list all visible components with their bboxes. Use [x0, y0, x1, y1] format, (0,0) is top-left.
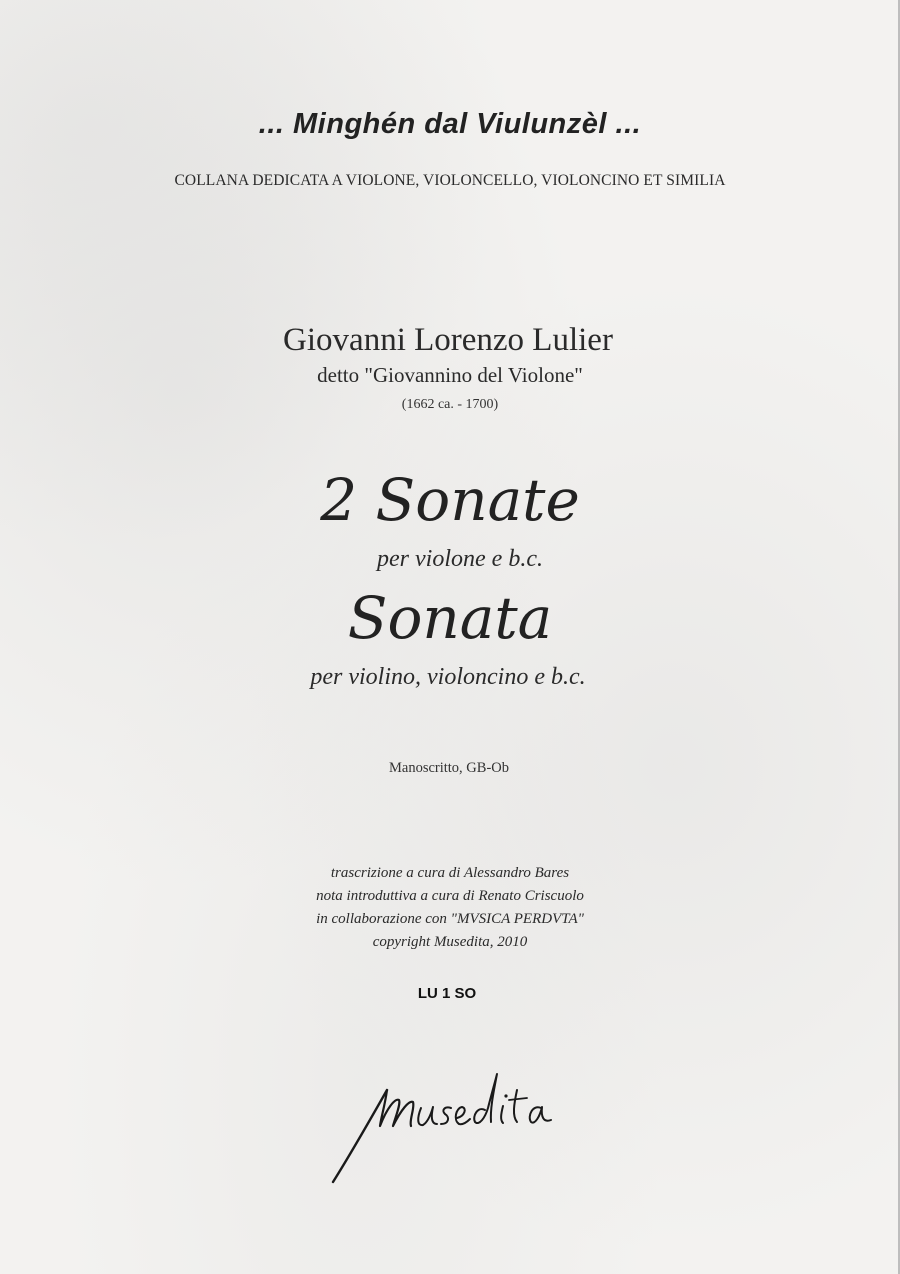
credits-block — [0, 862, 900, 954]
work-title-1: 2 Sonate — [320, 466, 580, 534]
work-title-2: Sonata — [347, 584, 553, 652]
credit-line: nota introduttiva a cura di Renato Criscuolo — [316, 888, 584, 904]
series-title: ... Minghén dal Viulunzèl ... — [258, 108, 642, 140]
composer-nickname: detto "Giovannino del Violone" — [317, 363, 583, 387]
series-subtitle: COLLANA DEDICATA A VIOLONE, VIOLONCELLO, VIOLONCINO ET SIMILIA — [174, 172, 726, 189]
composer-dates: (1662 ca. - 1700) — [401, 397, 499, 412]
credit-line: trascrizione a cura di Alessandro Bares — [330, 865, 570, 881]
work-scoring-2: per violino, violoncino e b.c. — [310, 664, 586, 690]
musedita-logo — [325, 1060, 570, 1190]
credit-line: copyright Musedita, 2010 — [372, 934, 528, 950]
catalog-number: LU 1 SO — [417, 985, 477, 1002]
manuscript-source: Manoscritto, GB-Ob — [388, 760, 509, 776]
composer-name: Giovanni Lorenzo Lulier — [283, 322, 613, 358]
work-scoring-1: per violone e b.c. — [377, 546, 543, 572]
credit-line: in collaborazione con "MVSICA PERDVTA" — [316, 911, 584, 927]
